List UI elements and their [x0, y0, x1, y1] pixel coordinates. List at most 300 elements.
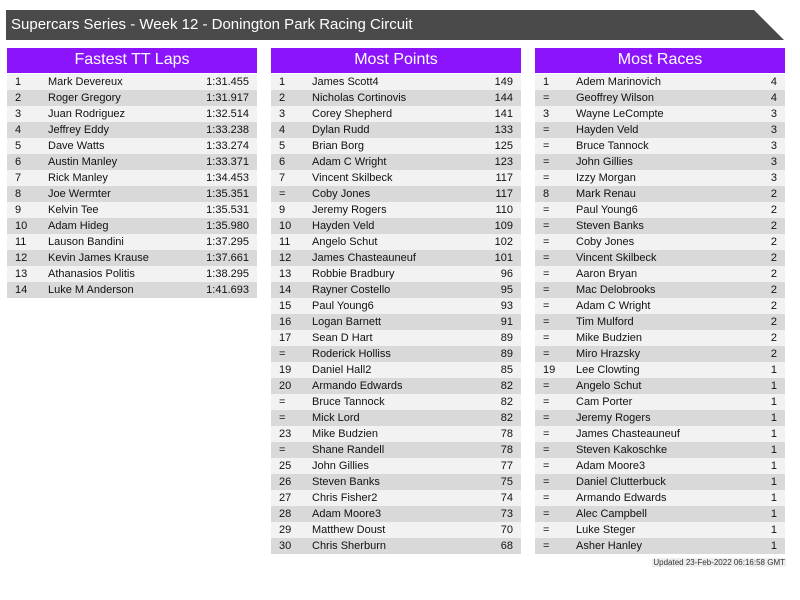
- value-cell: 1:33.274: [206, 140, 249, 152]
- table-row: [271, 330, 521, 346]
- name-cell: Luke M Anderson: [48, 284, 134, 296]
- table-row: [535, 362, 785, 378]
- name-cell: Angelo Schut: [312, 236, 378, 248]
- rank-cell: 3: [543, 108, 550, 120]
- value-cell: 1:31.917: [206, 92, 249, 104]
- name-cell: Adem Marinovich: [576, 76, 661, 88]
- rank-cell: =: [543, 284, 550, 296]
- name-cell: Mick Lord: [312, 412, 360, 424]
- value-cell: 1: [770, 460, 777, 472]
- rank-cell: =: [543, 412, 550, 424]
- rank-cell: 7: [279, 172, 286, 184]
- value-cell: 1: [770, 476, 777, 488]
- most-races-table: [535, 74, 785, 554]
- name-cell: Bruce Tannock: [312, 396, 385, 408]
- name-cell: Steven Banks: [312, 476, 380, 488]
- value-cell: 2: [770, 300, 777, 312]
- rank-cell: 8: [15, 188, 22, 200]
- name-cell: Hayden Veld: [576, 124, 639, 136]
- value-cell: 1: [770, 524, 777, 536]
- name-cell: Matthew Doust: [312, 524, 386, 536]
- value-cell: 3: [770, 124, 777, 136]
- table-row: [7, 122, 257, 138]
- value-cell: 123: [494, 156, 513, 168]
- fastest-tt-laps-table: [7, 74, 257, 298]
- rank-cell: =: [543, 428, 550, 440]
- name-cell: Lauson Bandini: [48, 236, 124, 248]
- table-row: [535, 490, 785, 506]
- rank-cell: 6: [15, 156, 22, 168]
- rank-cell: =: [543, 124, 550, 136]
- rank-cell: 4: [15, 124, 22, 136]
- table-row: [271, 122, 521, 138]
- table-row: [535, 154, 785, 170]
- table-row: [535, 298, 785, 314]
- table-row: [271, 506, 521, 522]
- table-row: [535, 458, 785, 474]
- table-row: [271, 426, 521, 442]
- rank-cell: =: [543, 444, 550, 456]
- name-cell: Mark Devereux: [48, 76, 123, 88]
- table-row: [271, 538, 521, 554]
- table-row: [271, 346, 521, 362]
- table-row: [535, 90, 785, 106]
- updated-timestamp: Updated 23-Feb-2022 06:16:58 GMT: [653, 558, 785, 567]
- value-cell: 68: [500, 540, 513, 552]
- name-cell: Steven Kakoschke: [576, 444, 668, 456]
- value-cell: 73: [500, 508, 513, 520]
- table-row: [7, 138, 257, 154]
- rank-cell: =: [279, 396, 286, 408]
- value-cell: 78: [500, 428, 513, 440]
- name-cell: Mac Delobrooks: [576, 284, 656, 296]
- table-row: [271, 458, 521, 474]
- rank-cell: =: [543, 316, 550, 328]
- name-cell: Daniel Hall2: [312, 364, 372, 376]
- value-cell: 70: [500, 524, 513, 536]
- table-row: [271, 282, 521, 298]
- table-row: [7, 154, 257, 170]
- table-row: [271, 442, 521, 458]
- name-cell: Kelvin Tee: [48, 204, 99, 216]
- rank-cell: 9: [15, 204, 22, 216]
- value-cell: 109: [494, 220, 513, 232]
- value-cell: 117: [495, 172, 513, 184]
- rank-cell: =: [543, 236, 550, 248]
- rank-cell: 7: [15, 172, 22, 184]
- name-cell: Geoffrey Wilson: [576, 92, 655, 104]
- rank-cell: 2: [279, 92, 286, 104]
- table-row: [535, 186, 785, 202]
- rank-cell: 23: [279, 428, 292, 440]
- rank-cell: 12: [279, 252, 292, 264]
- rank-cell: 5: [15, 140, 22, 152]
- value-cell: 1: [770, 380, 777, 392]
- name-cell: Adam C Wright: [576, 300, 651, 312]
- name-cell: Brian Borg: [312, 140, 364, 152]
- table-row: [271, 378, 521, 394]
- rank-cell: 17: [279, 332, 292, 344]
- name-cell: Miro Hrazsky: [576, 348, 641, 360]
- name-cell: Roderick Holliss: [312, 348, 391, 360]
- name-cell: Joe Wermter: [48, 188, 111, 200]
- rank-cell: =: [543, 332, 550, 344]
- value-cell: 3: [770, 140, 777, 152]
- rank-cell: 1: [279, 76, 286, 88]
- table-row: [271, 90, 521, 106]
- page-banner: [6, 10, 784, 40]
- rank-cell: =: [279, 412, 286, 424]
- value-cell: 1:33.371: [206, 156, 249, 168]
- name-cell: Jeffrey Eddy: [48, 124, 109, 136]
- value-cell: 1: [770, 412, 777, 424]
- table-row: [7, 266, 257, 282]
- value-cell: 2: [770, 204, 777, 216]
- name-cell: James Chasteauneuf: [576, 428, 680, 440]
- table-row: [535, 282, 785, 298]
- table-row: [535, 218, 785, 234]
- value-cell: 149: [494, 76, 513, 88]
- rank-cell: =: [543, 396, 550, 408]
- rank-cell: 14: [279, 284, 292, 296]
- table-row: [271, 202, 521, 218]
- rank-cell: 13: [15, 268, 28, 280]
- name-cell: Armando Edwards: [576, 492, 667, 504]
- rank-cell: =: [543, 540, 550, 552]
- table-row: [271, 170, 521, 186]
- table-row: [535, 250, 785, 266]
- value-cell: 133: [494, 124, 513, 136]
- rank-cell: =: [543, 300, 550, 312]
- most-races-panel: [535, 48, 785, 554]
- value-cell: 102: [494, 236, 513, 248]
- value-cell: 96: [500, 268, 513, 280]
- table-row: [535, 506, 785, 522]
- name-cell: Chris Sherburn: [312, 540, 386, 552]
- value-cell: 1:34.453: [206, 172, 249, 184]
- table-row: [535, 202, 785, 218]
- table-row: [7, 186, 257, 202]
- rank-cell: =: [279, 348, 286, 360]
- rank-cell: =: [543, 140, 550, 152]
- rank-cell: =: [279, 188, 286, 200]
- name-cell: Adam Moore3: [576, 460, 646, 472]
- rank-cell: =: [543, 508, 550, 520]
- table-row: [271, 410, 521, 426]
- table-row: [271, 522, 521, 538]
- value-cell: 91: [500, 316, 513, 328]
- name-cell: Dave Watts: [48, 140, 105, 152]
- most-points-header: Most Points: [271, 48, 521, 73]
- table-row: [535, 330, 785, 346]
- table-row: [535, 138, 785, 154]
- name-cell: Vincent Skilbeck: [312, 172, 393, 184]
- rank-cell: 26: [279, 476, 292, 488]
- name-cell: Mike Budzien: [312, 428, 379, 440]
- name-cell: Adam Hideg: [48, 220, 109, 232]
- table-row: [271, 74, 521, 90]
- value-cell: 95: [500, 284, 513, 296]
- name-cell: John Gillies: [312, 460, 369, 472]
- value-cell: 2: [770, 220, 777, 232]
- name-cell: Jeremy Rogers: [576, 412, 651, 424]
- table-row: [7, 106, 257, 122]
- value-cell: 89: [500, 348, 513, 360]
- name-cell: Juan Rodriguez: [48, 108, 126, 120]
- most-races-header: Most Races: [535, 48, 785, 73]
- value-cell: 1:35.980: [206, 220, 249, 232]
- name-cell: Rick Manley: [48, 172, 108, 184]
- value-cell: 2: [770, 316, 777, 328]
- value-cell: 2: [770, 268, 777, 280]
- name-cell: Sean D Hart: [312, 332, 373, 344]
- page-title: Supercars Series - Week 12 - Donington Park Racing Circuit: [11, 16, 413, 33]
- rank-cell: =: [543, 172, 550, 184]
- value-cell: 82: [500, 380, 513, 392]
- name-cell: Cam Porter: [576, 396, 633, 408]
- rank-cell: 9: [279, 204, 286, 216]
- value-cell: 141: [494, 108, 513, 120]
- table-row: [271, 234, 521, 250]
- value-cell: 2: [770, 252, 777, 264]
- rank-cell: 29: [279, 524, 292, 536]
- table-row: [7, 90, 257, 106]
- rank-cell: 13: [279, 268, 292, 280]
- name-cell: Vincent Skilbeck: [576, 252, 657, 264]
- value-cell: 74: [500, 492, 513, 504]
- value-cell: 1: [770, 364, 777, 376]
- rank-cell: =: [543, 204, 550, 216]
- name-cell: Paul Young6: [576, 204, 638, 216]
- table-row: [535, 410, 785, 426]
- value-cell: 1:33.238: [206, 124, 249, 136]
- name-cell: Adam C Wright: [312, 156, 387, 168]
- value-cell: 1:31.455: [206, 76, 249, 88]
- name-cell: Coby Jones: [576, 236, 635, 248]
- table-row: [271, 362, 521, 378]
- table-row: [271, 314, 521, 330]
- rank-cell: =: [543, 460, 550, 472]
- name-cell: Austin Manley: [48, 156, 118, 168]
- table-row: [535, 378, 785, 394]
- name-cell: Coby Jones: [312, 188, 371, 200]
- rank-cell: 27: [279, 492, 292, 504]
- rank-cell: =: [543, 492, 550, 504]
- table-row: [535, 266, 785, 282]
- name-cell: Mark Renau: [576, 188, 636, 200]
- table-row: [535, 538, 785, 554]
- rank-cell: =: [543, 524, 550, 536]
- rank-cell: =: [543, 156, 550, 168]
- name-cell: Jeremy Rogers: [312, 204, 387, 216]
- name-cell: Kevin James Krause: [48, 252, 149, 264]
- rank-cell: 4: [279, 124, 286, 136]
- name-cell: Athanasios Politis: [48, 268, 135, 280]
- rank-cell: 20: [279, 380, 292, 392]
- value-cell: 85: [500, 364, 513, 376]
- table-row: [535, 394, 785, 410]
- table-row: [271, 154, 521, 170]
- rank-cell: 10: [15, 220, 28, 232]
- table-row: [7, 282, 257, 298]
- rank-cell: 5: [279, 140, 286, 152]
- value-cell: 101: [494, 252, 513, 264]
- rank-cell: 16: [279, 316, 292, 328]
- value-cell: 75: [500, 476, 513, 488]
- table-row: [7, 234, 257, 250]
- table-row: [535, 170, 785, 186]
- value-cell: 144: [494, 92, 513, 104]
- rank-cell: 19: [543, 364, 556, 376]
- name-cell: Steven Banks: [576, 220, 644, 232]
- value-cell: 1: [770, 508, 777, 520]
- name-cell: Adam Moore3: [312, 508, 382, 520]
- rank-cell: =: [543, 220, 550, 232]
- name-cell: Daniel Clutterbuck: [576, 476, 666, 488]
- name-cell: Alec Campbell: [576, 508, 647, 520]
- rank-cell: =: [543, 348, 550, 360]
- name-cell: Logan Barnett: [312, 316, 382, 328]
- fastest-tt-laps-header: Fastest TT Laps: [7, 48, 257, 73]
- table-row: [535, 442, 785, 458]
- name-cell: Mike Budzien: [576, 332, 643, 344]
- name-cell: Shane Randell: [312, 444, 385, 456]
- value-cell: 1: [770, 396, 777, 408]
- value-cell: 3: [770, 172, 777, 184]
- table-row: [271, 138, 521, 154]
- table-row: [535, 106, 785, 122]
- name-cell: Aaron Bryan: [576, 268, 638, 280]
- value-cell: 77: [500, 460, 513, 472]
- table-row: [7, 218, 257, 234]
- rank-cell: 30: [279, 540, 292, 552]
- name-cell: Izzy Morgan: [576, 172, 636, 184]
- name-cell: Nicholas Cortinovis: [312, 92, 407, 104]
- value-cell: 93: [500, 300, 513, 312]
- value-cell: 82: [500, 396, 513, 408]
- table-row: [535, 426, 785, 442]
- rank-cell: 11: [15, 236, 27, 248]
- rank-cell: 15: [279, 300, 292, 312]
- value-cell: 89: [500, 332, 513, 344]
- name-cell: Wayne LeCompte: [576, 108, 664, 120]
- rank-cell: 28: [279, 508, 292, 520]
- rank-cell: =: [543, 476, 550, 488]
- name-cell: Dylan Rudd: [312, 124, 370, 136]
- name-cell: John Gillies: [576, 156, 633, 168]
- table-row: [271, 266, 521, 282]
- table-row: [271, 186, 521, 202]
- table-row: [535, 122, 785, 138]
- table-row: [271, 250, 521, 266]
- rank-cell: =: [543, 268, 550, 280]
- value-cell: 1: [770, 428, 777, 440]
- name-cell: Asher Hanley: [576, 540, 643, 552]
- value-cell: 1:38.295: [206, 268, 249, 280]
- name-cell: Tim Mulford: [576, 316, 634, 328]
- table-row: [7, 170, 257, 186]
- value-cell: 1:35.351: [206, 188, 249, 200]
- fastest-tt-laps-panel: [7, 48, 257, 298]
- value-cell: 2: [770, 284, 777, 296]
- name-cell: Corey Shepherd: [312, 108, 393, 120]
- value-cell: 82: [500, 412, 513, 424]
- table-row: [271, 298, 521, 314]
- rank-cell: =: [543, 92, 550, 104]
- rank-cell: =: [543, 380, 550, 392]
- value-cell: 1: [770, 444, 777, 456]
- rank-cell: 11: [279, 236, 291, 248]
- rank-cell: 3: [15, 108, 22, 120]
- table-row: [271, 490, 521, 506]
- value-cell: 1: [770, 492, 777, 504]
- table-row: [271, 474, 521, 490]
- table-row: [535, 522, 785, 538]
- value-cell: 1:37.661: [206, 252, 249, 264]
- table-row: [7, 74, 257, 90]
- value-cell: 78: [500, 444, 513, 456]
- value-cell: 1:41.693: [206, 284, 249, 296]
- value-cell: 4: [770, 92, 777, 104]
- rank-cell: 8: [543, 188, 550, 200]
- most-points-table: [271, 74, 521, 554]
- name-cell: Angelo Schut: [576, 380, 642, 392]
- value-cell: 4: [770, 76, 777, 88]
- name-cell: Chris Fisher2: [312, 492, 378, 504]
- value-cell: 1: [770, 540, 777, 552]
- rank-cell: 19: [279, 364, 292, 376]
- value-cell: 125: [494, 140, 513, 152]
- table-row: [535, 474, 785, 490]
- rank-cell: 14: [15, 284, 28, 296]
- name-cell: Robbie Bradbury: [312, 268, 395, 280]
- name-cell: Lee Clowting: [576, 364, 640, 376]
- name-cell: James Chasteauneuf: [312, 252, 416, 264]
- value-cell: 117: [495, 188, 513, 200]
- rank-cell: 1: [15, 76, 22, 88]
- rank-cell: 2: [15, 92, 22, 104]
- value-cell: 1:37.295: [206, 236, 249, 248]
- table-row: [535, 74, 785, 90]
- rank-cell: 25: [279, 460, 292, 472]
- value-cell: 110: [495, 204, 513, 216]
- name-cell: Rayner Costello: [312, 284, 391, 296]
- table-row: [535, 314, 785, 330]
- value-cell: 1:35.531: [206, 204, 249, 216]
- name-cell: Hayden Veld: [312, 220, 375, 232]
- name-cell: James Scott4: [312, 76, 379, 88]
- value-cell: 2: [770, 236, 777, 248]
- rank-cell: 6: [279, 156, 286, 168]
- rank-cell: 3: [279, 108, 286, 120]
- name-cell: Armando Edwards: [312, 380, 403, 392]
- value-cell: 3: [770, 108, 777, 120]
- value-cell: 2: [770, 188, 777, 200]
- value-cell: 1:32.514: [206, 108, 249, 120]
- value-cell: 2: [770, 348, 777, 360]
- rank-cell: 10: [279, 220, 292, 232]
- table-row: [271, 394, 521, 410]
- table-row: [7, 202, 257, 218]
- rank-cell: =: [279, 444, 286, 456]
- name-cell: Roger Gregory: [48, 92, 121, 104]
- most-points-panel: [271, 48, 521, 554]
- rank-cell: 12: [15, 252, 28, 264]
- rank-cell: =: [543, 252, 550, 264]
- name-cell: Paul Young6: [312, 300, 374, 312]
- rank-cell: 1: [543, 76, 550, 88]
- table-row: [535, 234, 785, 250]
